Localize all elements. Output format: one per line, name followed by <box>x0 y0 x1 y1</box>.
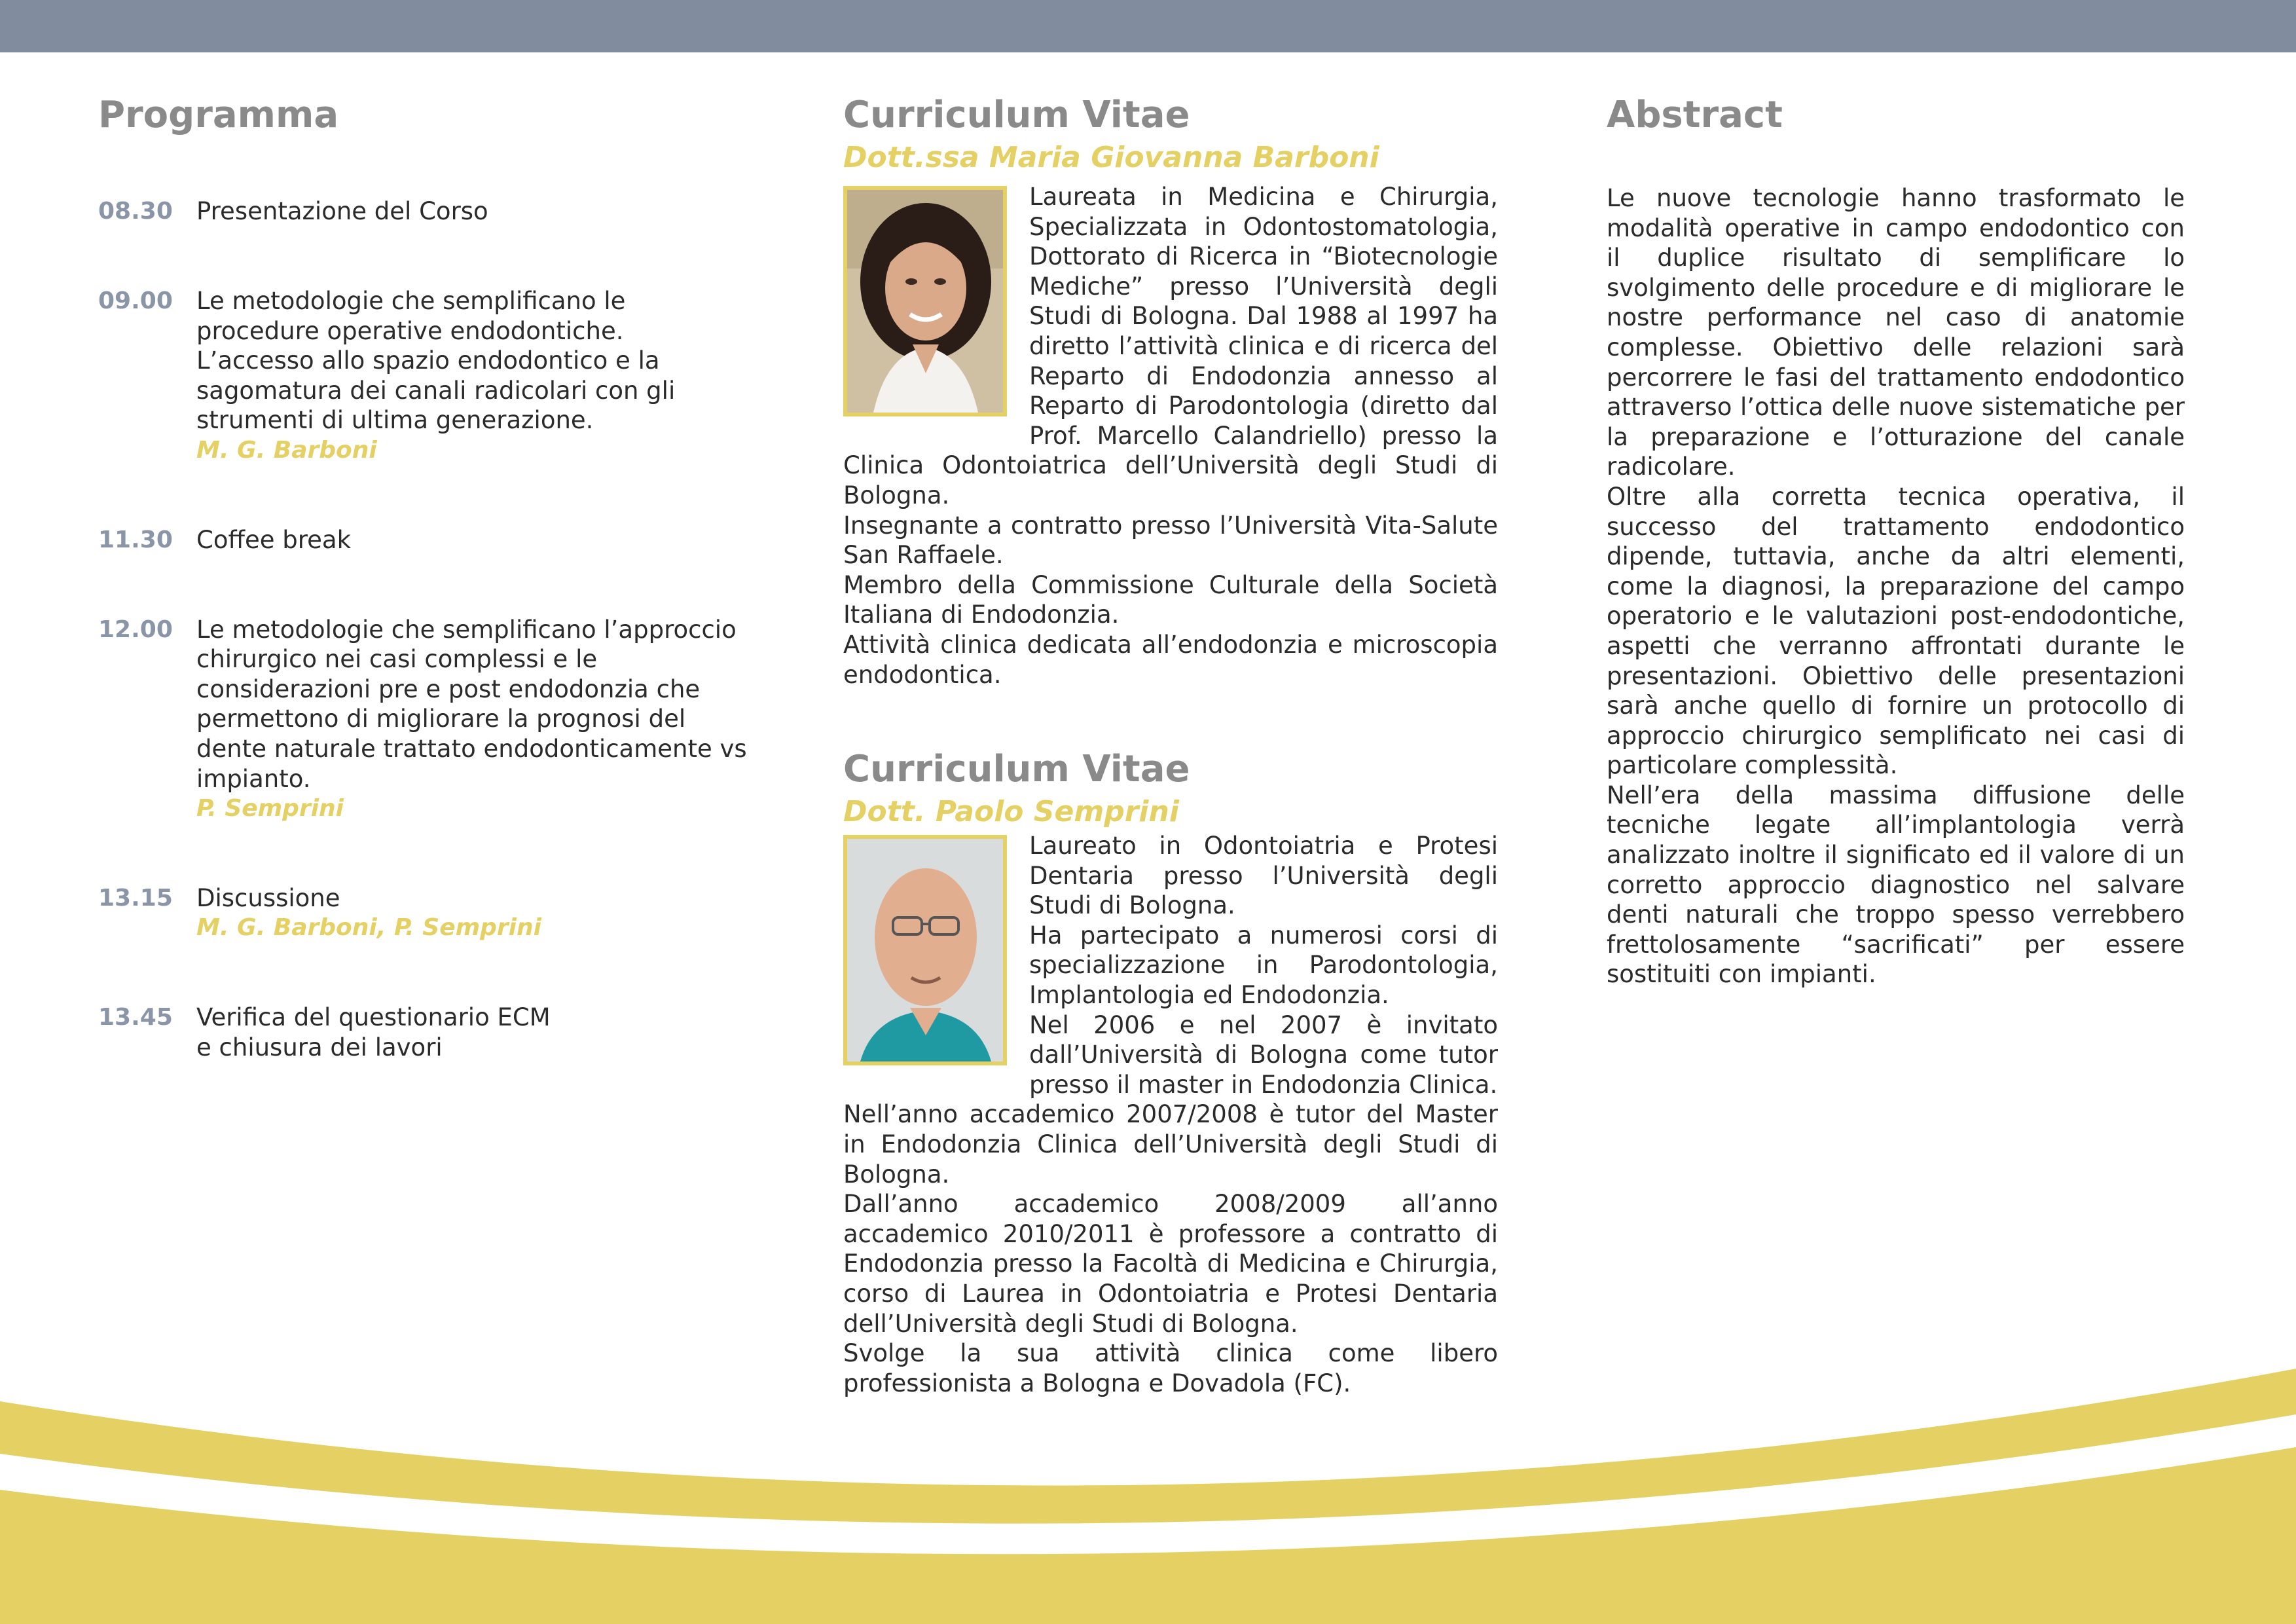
abstract-paragraph: Oltre alla corretta tecnica operativa, il successo del trattamento endodontico dipende, tuttavia, anche da altri elementi, come la diagnosi, la preparazione del campo operatorio e le valutazioni post-endodontiche, aspetti che verranno affrontati durante le presentazioni. Obiettivo delle presentazioni sarà anche quello di fornire un protocollo di approccio chirurgico semplificato nei casi di particolare complessità. <box>1607 482 2185 780</box>
cv-paragraph: Laureato in Odontoiatria e Protesi Dentaria presso l’Università degli Studi di Bologna. <box>1029 832 1498 920</box>
agenda-text: Le metodologie che semplificano le procedure operative endodontiche. <box>196 287 626 345</box>
cv-paragraph: Insegnante a contratto presso l’Università Vita-Salute San Raffaele. <box>843 511 1498 570</box>
agenda-speaker: P. Semprini <box>196 795 344 822</box>
portrait-barboni-photo <box>843 186 1007 416</box>
agenda-item <box>98 286 753 466</box>
cv-paragraph: Laureata in Medicina e Chirurgia, Specializzata in Odontostomatologia, Dottorato di Ricerca in “Biotecnologie Mediche” presso l’Università degli Studi di Bologna. Dal 1988 al 1997 ha diretto l’attività clinica e di ricerca del Reparto di Endodonzia annesso al Reparto di Parodontologia (diretto dal Prof. Marcello Calandriello) presso la Clinica Odontoiatrica dell’Università degli Studi di Bologna. <box>843 183 1498 509</box>
cv-paragraph: Nell’anno accademico 2007/2008 è tutor del Master in Endodonzia Clinica dell’Università degli Studi di Bologna. <box>843 1100 1498 1189</box>
agenda-text: Discussione <box>196 883 340 912</box>
cv-name: Dott. Paolo Semprini <box>843 795 1179 829</box>
agenda-time: 13.15 <box>98 884 173 912</box>
cv-semprini <box>843 746 1498 1398</box>
agenda-text: L’accesso allo spazio endodontico e la sagomatura dei canali radicolari con gli strumenti di ultima generazione. <box>196 346 676 435</box>
agenda-item <box>98 883 753 943</box>
bottom-wave-decoration <box>0 1362 2296 1624</box>
portrait-semprini-photo <box>843 835 1007 1065</box>
agenda-time: 12.00 <box>98 616 173 643</box>
cv-title: Curriculum Vitae <box>843 94 1190 136</box>
cv-paragraph: Dall’anno accademico 2008/2009 all’anno accademico 2010/2011 è professore a contratto di Endodonzia presso la Facoltà di Medicina e Chirurgia, corso di Laurea in Odontoiatria e Protesi Dentaria dell’Università degli Studi di Bologna. <box>843 1190 1498 1338</box>
cv-paragraph: Attività clinica dedicata all’endodonzia e microscopia endodontica. <box>843 630 1498 689</box>
cv-title: Curriculum Vitae <box>843 748 1190 791</box>
agenda-time: 09.00 <box>98 287 173 314</box>
abstract-body <box>1607 183 2185 989</box>
cv-paragraph: Membro della Commissione Culturale della Società Italiana di Endodonzia. <box>843 570 1498 629</box>
agenda-text: Le metodologie che semplificano l’approccio chirurgico nei casi complessi e le considerazioni pre e post endodonzia che permettono di migliorare la prognosi del dente naturale trattato endodonticamente vs impianto. <box>196 615 747 793</box>
top-header-bar <box>0 0 2296 52</box>
agenda-item <box>98 196 753 227</box>
agenda-list <box>98 196 753 1062</box>
agenda-time: 08.30 <box>98 198 173 225</box>
agenda-text: Coffee break <box>196 525 352 554</box>
abstract-column <box>1607 92 2185 989</box>
agenda-item <box>98 1003 753 1062</box>
abstract-title: Abstract <box>1607 94 1783 136</box>
cv-paragraph: Svolge la sua attività clinica come libero professionista a Bologna e Dovadola (FC). <box>843 1339 1498 1397</box>
abstract-paragraph: Nell’era della massima diffusione delle tecniche legate all’implantologia verrà analizzato inoltre il significato ed il valore di un corretto approccio diagnostico nel salvare denti naturali che troppo spesso verrebbero frettolosamente “sacrificati” per essere sostituiti con impianti. <box>1607 781 2185 989</box>
cv-paragraph: Nel 2006 e nel 2007 è invitato dall’Università di Bologna come tutor presso il master in Endodonzia Clinica. <box>1029 1010 1498 1099</box>
cv-column <box>843 92 1498 1398</box>
agenda-text: Presentazione del Corso <box>196 197 488 225</box>
agenda-speaker: M. G. Barboni <box>196 436 377 464</box>
program-title: Programma <box>98 94 339 136</box>
agenda-item <box>98 525 753 555</box>
agenda-item <box>98 615 753 824</box>
cv-paragraph: Ha partecipato a numerosi corsi di specializzazione in Parodontologia, Implantologia ed Endodonzia. <box>1029 921 1498 1010</box>
abstract-paragraph: Le nuove tecnologie hanno trasformato le modalità operative in campo endodontico con il duplice risultato di semplificare lo svolgimento delle procedure e di migliorare le nostre performance nel caso di anatomie complesse. Obiettivo delle relazioni sarà percorrere le fasi del trattamento endodontico attraverso l’ottica delle nuove sistematiche per la preparazione e l’otturazione del canale radicolare. <box>1607 184 2185 481</box>
cv-name: Dott.ssa Maria Giovanna Barboni <box>843 141 1379 174</box>
agenda-speaker: M. G. Barboni, P. Semprini <box>196 914 541 942</box>
cv-barboni <box>843 92 1498 690</box>
program-column <box>98 92 753 1062</box>
agenda-time: 11.30 <box>98 526 173 553</box>
agenda-time: 13.45 <box>98 1003 173 1031</box>
agenda-text: Verifica del questionario ECM e chiusura dei lavori <box>196 1003 551 1061</box>
